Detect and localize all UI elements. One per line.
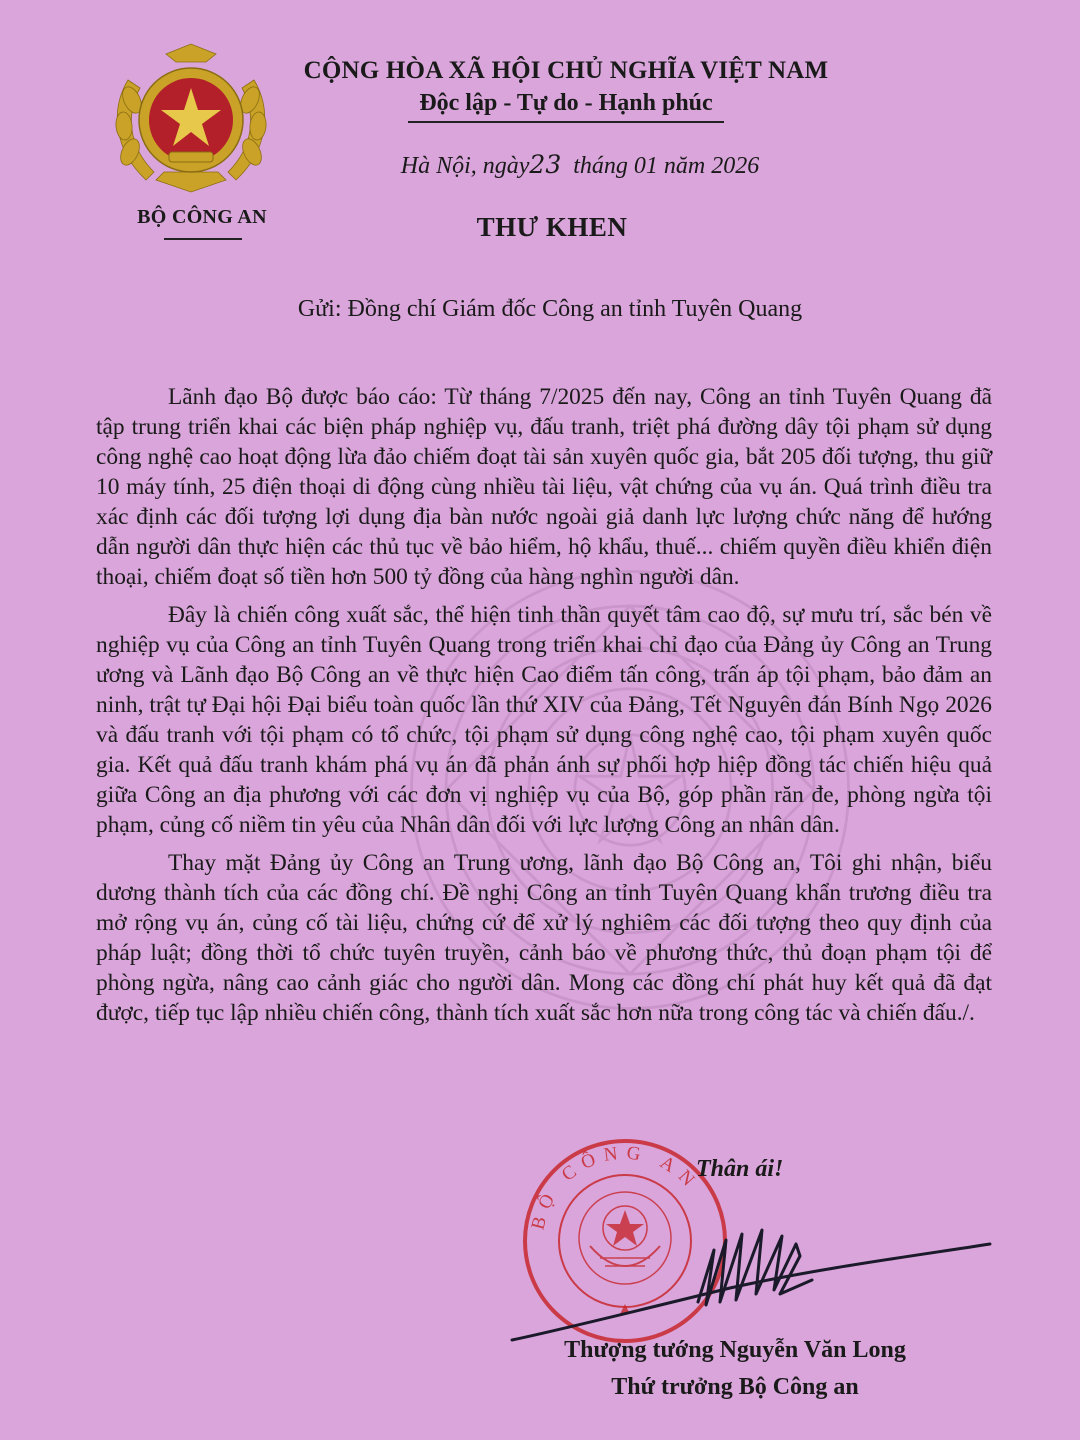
recipient-line: Gửi: Đồng chí Giám đốc Công an tỉnh Tuyên Quang: [297, 296, 803, 322]
closing-greeting: Thân ái!: [696, 1156, 784, 1182]
seal-text: BỘ CÔNG AN: [527, 1142, 705, 1232]
letter-body: [96, 382, 992, 1036]
signer-title: Thứ trưởng Bộ Công an: [611, 1374, 859, 1400]
organization-name: BỘ CÔNG AN: [137, 206, 267, 228]
organization-underline: [164, 238, 242, 240]
dateline: [370, 150, 790, 180]
signer-name: Thượng tướng Nguyễn Văn Long: [564, 1337, 906, 1363]
nation-name: CỘNG HÒA XÃ HỘI CHỦ NGHĨA VIỆT NAM: [303, 57, 829, 84]
handwritten-signature: [500, 1210, 1000, 1350]
national-motto: Độc lập - Tự do - Hạnh phúc: [419, 90, 713, 116]
dateline-day: 23: [529, 150, 562, 179]
police-emblem-icon: [106, 40, 276, 200]
body-paragraph-2: Đây là chiến công xuất sắc, thể hiện tinh thần quyết tâm cao độ, sự mưu trí, sắc bén về nghiệp vụ của Công an tỉnh Tuyên Quang trong triển khai chỉ đạo của Đảng ủy Công an Trung ương và Lãnh đạo Bộ Công an về thực hiện Cao điểm tấn công, trấn áp tội phạm, bảo đảm an ninh, trật tự Đại hội Đại biểu toàn quốc lần thứ XIV của Đảng, Tết Nguyên đán Bính Ngọ 2026 và đấu tranh với tội phạm có tổ chức, tội phạm sử dụng công nghệ cao, tội phạm xuyên quốc gia. Kết quả đấu tranh khám phá vụ án đã phản ánh sự phối hợp hiệp đồng tác chiến hiệu quả giữa Công an địa phương với các đơn vị nghiệp vụ của Bộ, góp phần răn đe, phòng ngừa tội phạm, củng cố niềm tin yêu của Nhân dân đối với lực lượng Công an nhân dân.: [96, 602, 992, 838]
body-paragraph-3: Thay mặt Đảng ủy Công an Trung ương, lãnh đạo Bộ Công an, Tôi ghi nhận, biểu dương thành tích của các đồng chí. Đề nghị Công an tỉnh Tuyên Quang khẩn trương điều tra mở rộng vụ án, củng cố tài liệu, chứng cứ để xử lý nghiêm các đối tượng theo quy định của pháp luật; đồng thời tổ chức tuyên truyền, cảnh báo về phương thức, thủ đoạn phạm tội để phòng ngừa, nâng cao cảnh giác cho người dân. Mong các đồng chí phát huy kết quả đã đạt được, tiếp tục lập nhiều chiến công, thành tích xuất sắc hơn nữa trong công tác và chiến đấu./.: [96, 850, 992, 1026]
dateline-suffix: tháng 01 năm 2026: [573, 153, 760, 179]
body-paragraph-1: Lãnh đạo Bộ được báo cáo: Từ tháng 7/2025 đến nay, Công an tỉnh Tuyên Quang đã tập trung triển khai các biện pháp nghiệp vụ, đấu tranh, triệt phá đường dây tội phạm sử dụng công nghệ cao hoạt động lừa đảo chiếm đoạt tài sản xuyên quốc gia, bắt 205 đối tượng, thu giữ 10 máy tính, 25 điện thoại di động cùng nhiều tài liệu, vật chứng của vụ án. Quá trình điều tra xác định các đối tượng lợi dụng địa bàn nước ngoài giả danh lực lượng chức năng để hướng dẫn người dân thực hiện các thủ tục về bảo hiểm, hộ khẩu, thuế... chiếm quyền điều khiển điện thoại, chiếm đoạt số tiền hơn 500 tỷ đồng của hàng nghìn người dân.: [96, 384, 992, 590]
dateline-prefix: Hà Nội, ngày: [400, 153, 530, 179]
letter-title: THƯ KHEN: [476, 212, 628, 242]
motto-underline: [408, 121, 724, 123]
